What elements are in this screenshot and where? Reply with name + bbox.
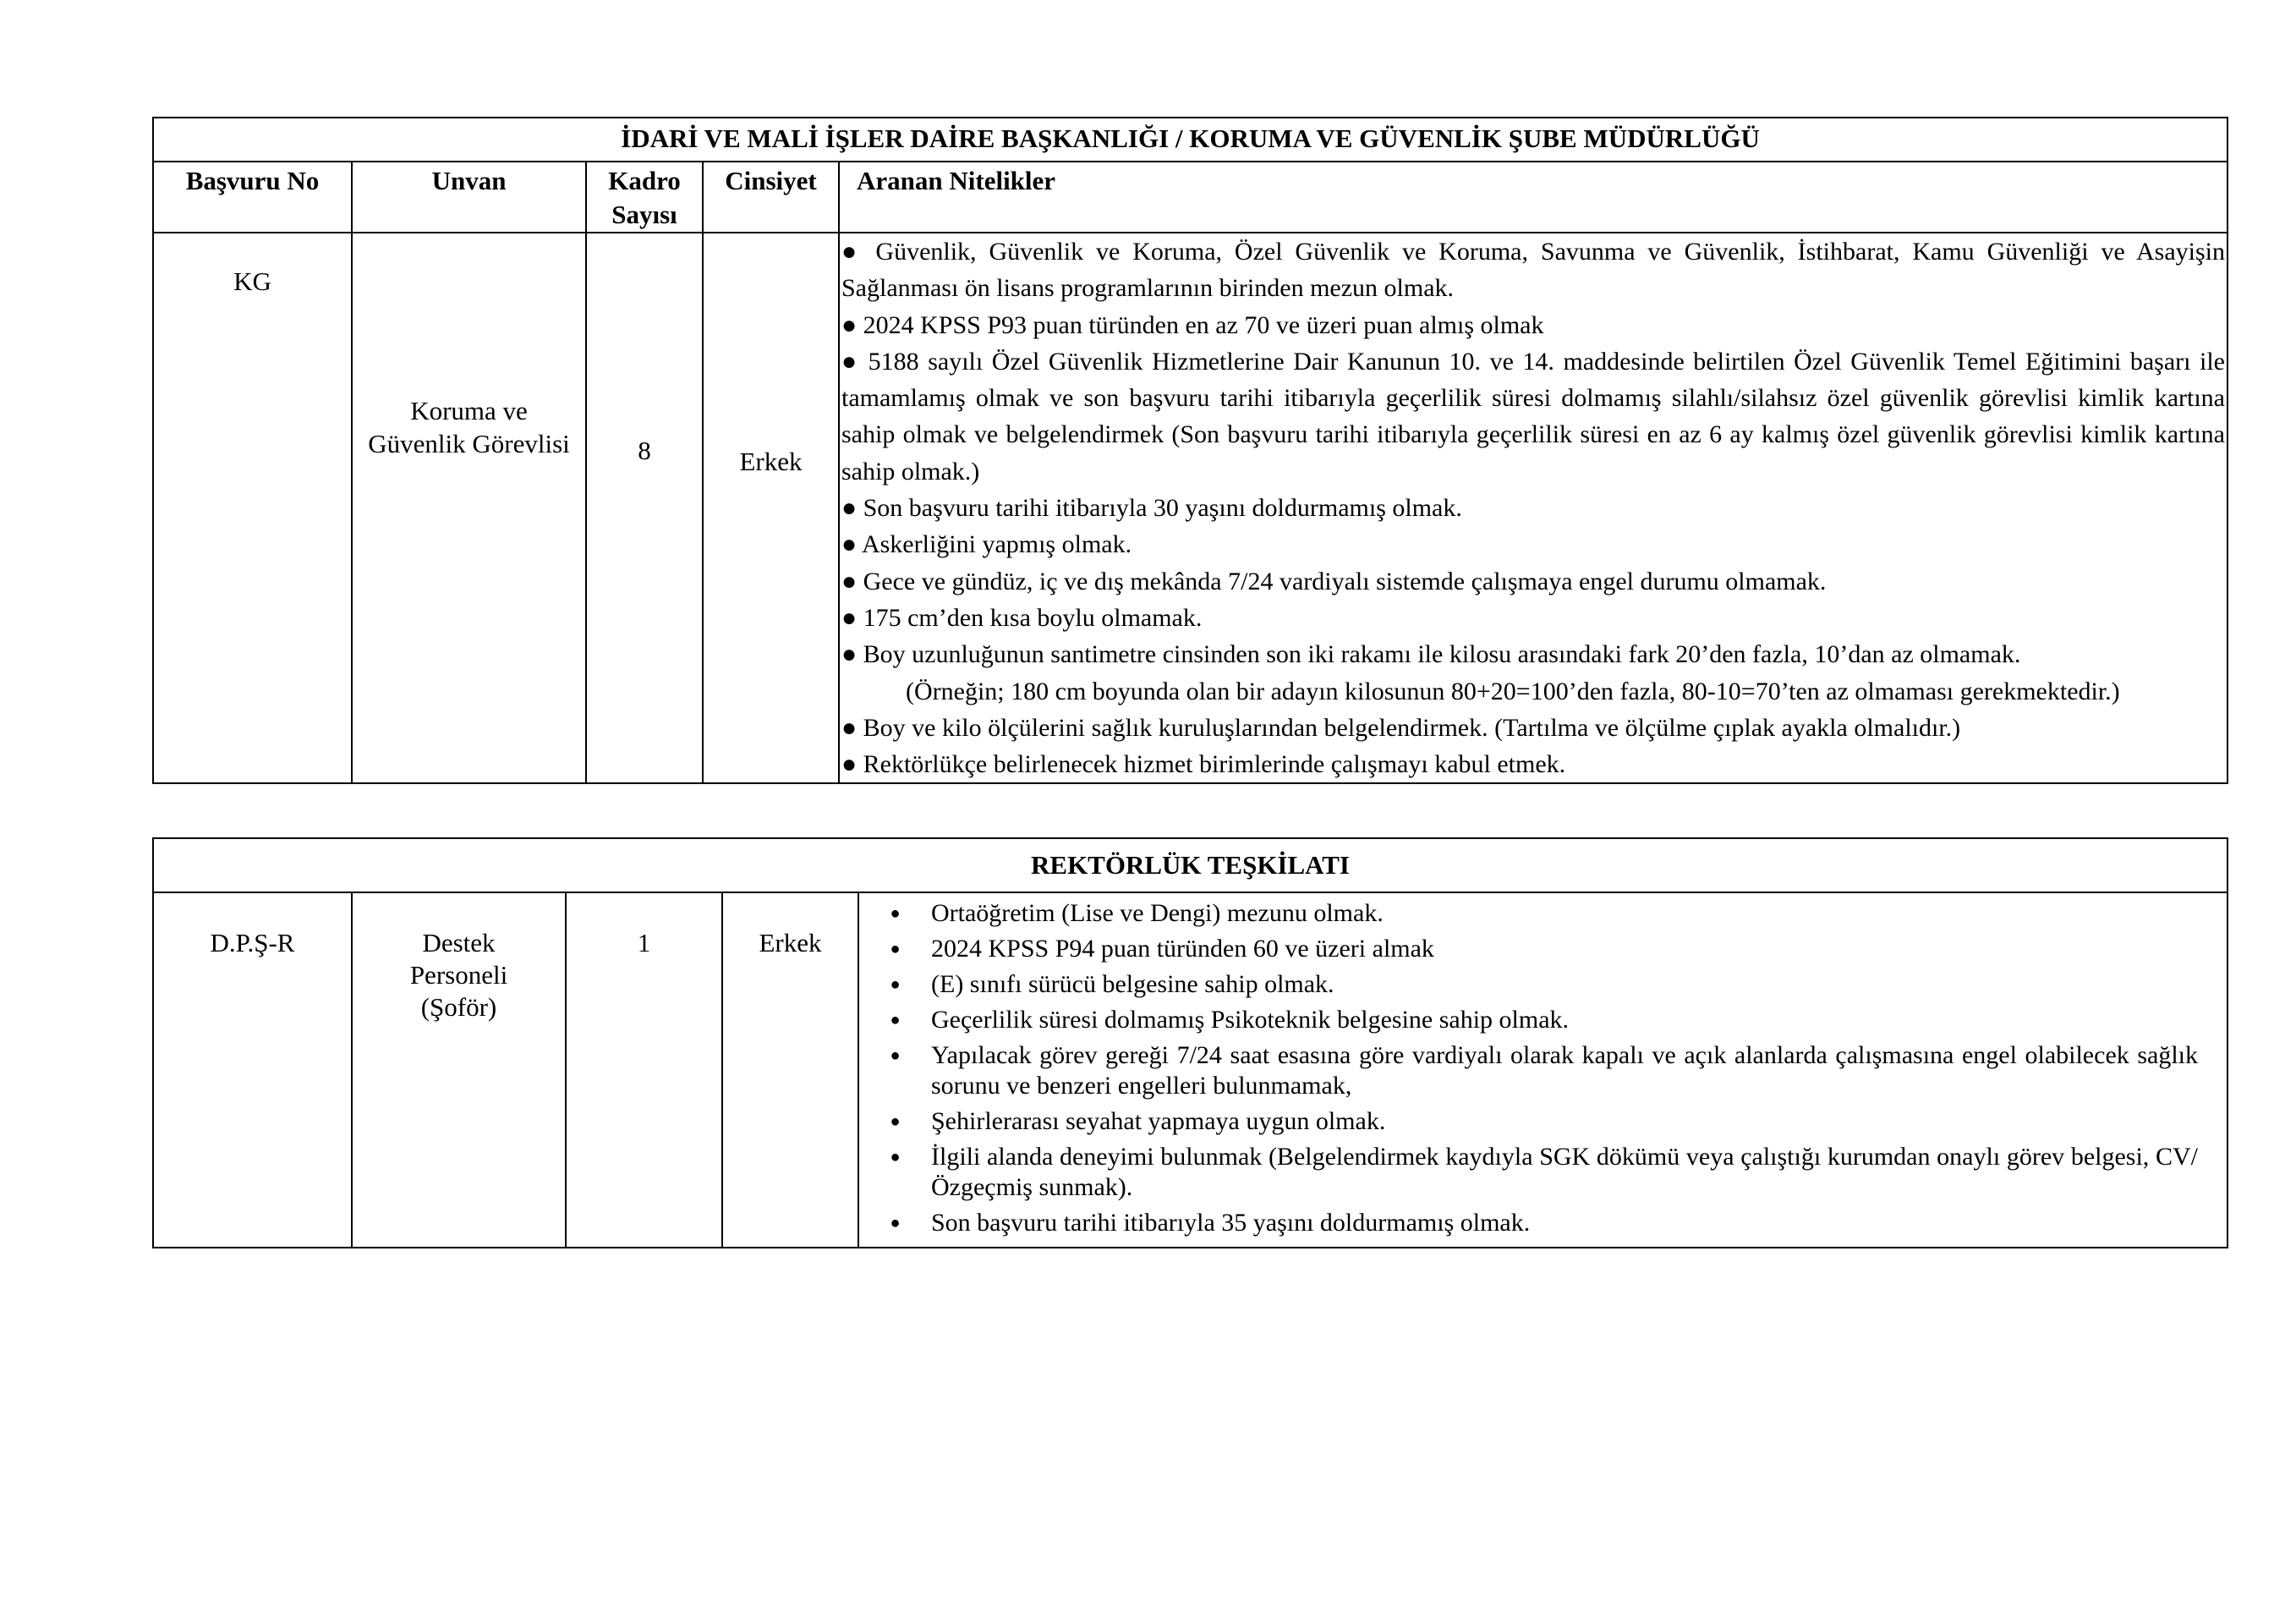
cinsiyet-cell [722,892,858,1248]
cinsiyet: Erkek [739,447,803,476]
header-kadro-line1: Kadro [608,166,681,195]
cinsiyet-cell [703,233,839,783]
criteria-cell [858,892,2228,1248]
unvan [353,893,565,1023]
unvan-line2: Personeli [409,960,508,990]
header-kadro-line2: Sayısı [611,200,677,229]
criterion-item: ● İlgili alanda deneyimi bulunmak (Belgelendirmek kaydıyla SGK dökümü veya çalıştığı kurumdan onaylı görev belgesi, CV/Özgeçmiş sunmak). [859,1142,2198,1203]
bullet-icon: ● [890,1112,901,1131]
bullet-icon: ● [890,1148,901,1166]
criterion-item: ● Güvenlik, Güvenlik ve Koruma, Özel Güvenlik ve Koruma, Savunma ve Güvenlik, İstihbarat, Kamu Güvenliği ve Asayişin Sağlanması ön lisans programlarının birinden mezun olmak. [841,238,2225,303]
unvan-line1: Destek [422,928,496,957]
criterion-item: ● Ortaöğretim (Lise ve Dengi) mezunu olmak. [859,898,2198,929]
bullet-icon: ● [890,904,901,923]
basvuru-no-cell [153,892,352,1248]
bullet-icon: ● [890,1011,901,1029]
kadro-cell [586,233,703,783]
table-title: İDARİ VE MALİ İŞLER DAİRE BAŞKANLIĞI / KORUMA VE GÜVENLİK ŞUBE MÜDÜRLÜĞÜ [153,118,2228,162]
criteria-cell [839,233,2228,783]
criterion-item: ● Boy ve kilo ölçülerini sağlık kuruluşlarından belgelendirmek. (Tartılma ve ölçülme çıplak ayakla olmalıdır.) [841,713,1961,742]
unvan-line2: Güvenlik Görevlisi [368,429,570,458]
criterion-item: ● 2024 KPSS P94 puan türünden 60 ve üzeri almak [859,934,2198,964]
criterion-item: ● (E) sınıfı sürücü belgesine sahip olmak. [859,969,2198,1000]
unvan-cell [352,892,566,1248]
criterion-item: ● Askerliğini yapmış olmak. [841,530,1132,559]
criterion-item: ● 2024 KPSS P93 puan türünden en az 70 ve üzeri puan almış olmak [841,310,1544,339]
criterion-item: ● Boy uzunluğunun santimetre cinsinden son iki rakamı ile kilosu arasındaki fark 20’den fazla, 10’dan az olmamak. [841,640,2021,669]
kadro-cell [566,892,722,1248]
bullet-icon: ● [890,975,901,994]
bullet-icon: ● [890,940,901,958]
criterion-item: ● 175 cm’den kısa boylu olmamak. [841,603,1203,632]
criterion-item: ● Rektörlükçe belirlenecek hizmet birimlerinde çalışmayı kabul etmek. [841,750,1566,779]
koruma-guvenlik-table [152,117,2228,784]
unvan-line1: Koruma ve [410,396,528,425]
basvuru-no: D.P.Ş-R [210,928,295,957]
header-cinsiyet: Cinsiyet [703,162,839,233]
unvan-cell [352,233,586,783]
criterion-item: ● Son başvuru tarihi itibarıyla 30 yaşını doldurmamış olmak. [841,494,1462,523]
kadro-sayisi: 1 [637,928,651,957]
criterion-item: ● Geçerlilik süresi dolmamış Psikoteknik belgesine sahip olmak. [859,1005,2198,1035]
criterion-example: (Örneğin; 180 cm boyunda olan bir adayın kilosunun 80+20=100’den fazla, 80-10=70’ten az olmaması gerekmektedir.) [906,677,2120,705]
unvan-line3: (Şoför) [420,992,497,1022]
criterion-item: ● Şehirlerarası seyahat yapmaya uygun olmak. [859,1106,2198,1137]
rektorluk-table [152,837,2228,1248]
unvan [353,233,585,460]
header-aranan-nitelikler: Aranan Nitelikler [839,162,2228,233]
criterion-item: ● Gece ve gündüz, iç ve dış mekânda 7/24 vardiyalı sistemde çalışmaya engel durumu olmamak. [841,567,1827,595]
criterion-item: ● 5188 sayılı Özel Güvenlik Hizmetlerine Dair Kanunun 10. ve 14. maddesinde belirtilen Özel Güvenlik Temel Eğitimini başarı ile tamamlamış olmak ve son başvuru tarihi itibarıyla geçerlilik süresi dolmamış silahlı/silahsız özel güvenlik görevlisi kimlik kartına sahip olmak ve belgelendirmek (Son başvuru tarihi itibarıyla geçerlilik süresi en az 6 ay kalmış özel güvenlik görevlisi kimlik kartına sahip olmak.) [841,347,2225,486]
cinsiyet: Erkek [759,928,822,957]
bullet-icon: ● [890,1046,901,1065]
criterion-item: ● Yapılacak görev gereği 7/24 saat esasına göre vardiyalı olarak kapalı ve açık alanlarda çalışmasına engel olabilecek sağlık sorunu ve benzeri engelleri bulunmamak, [859,1040,2198,1101]
kadro-sayisi: 8 [638,436,651,465]
table-title: REKTÖRLÜK TEŞKİLATI [153,838,2228,892]
bullet-icon: ● [890,1214,901,1232]
header-unvan: Unvan [352,162,586,233]
header-kadro-sayisi [586,162,703,233]
basvuru-no-cell [153,233,352,783]
criterion-item: ● Son başvuru tarihi itibarıyla 35 yaşını doldurmamış olmak. [859,1208,2198,1238]
basvuru-no: KG [233,266,271,296]
header-basvuru-no: Başvuru No [153,162,352,233]
